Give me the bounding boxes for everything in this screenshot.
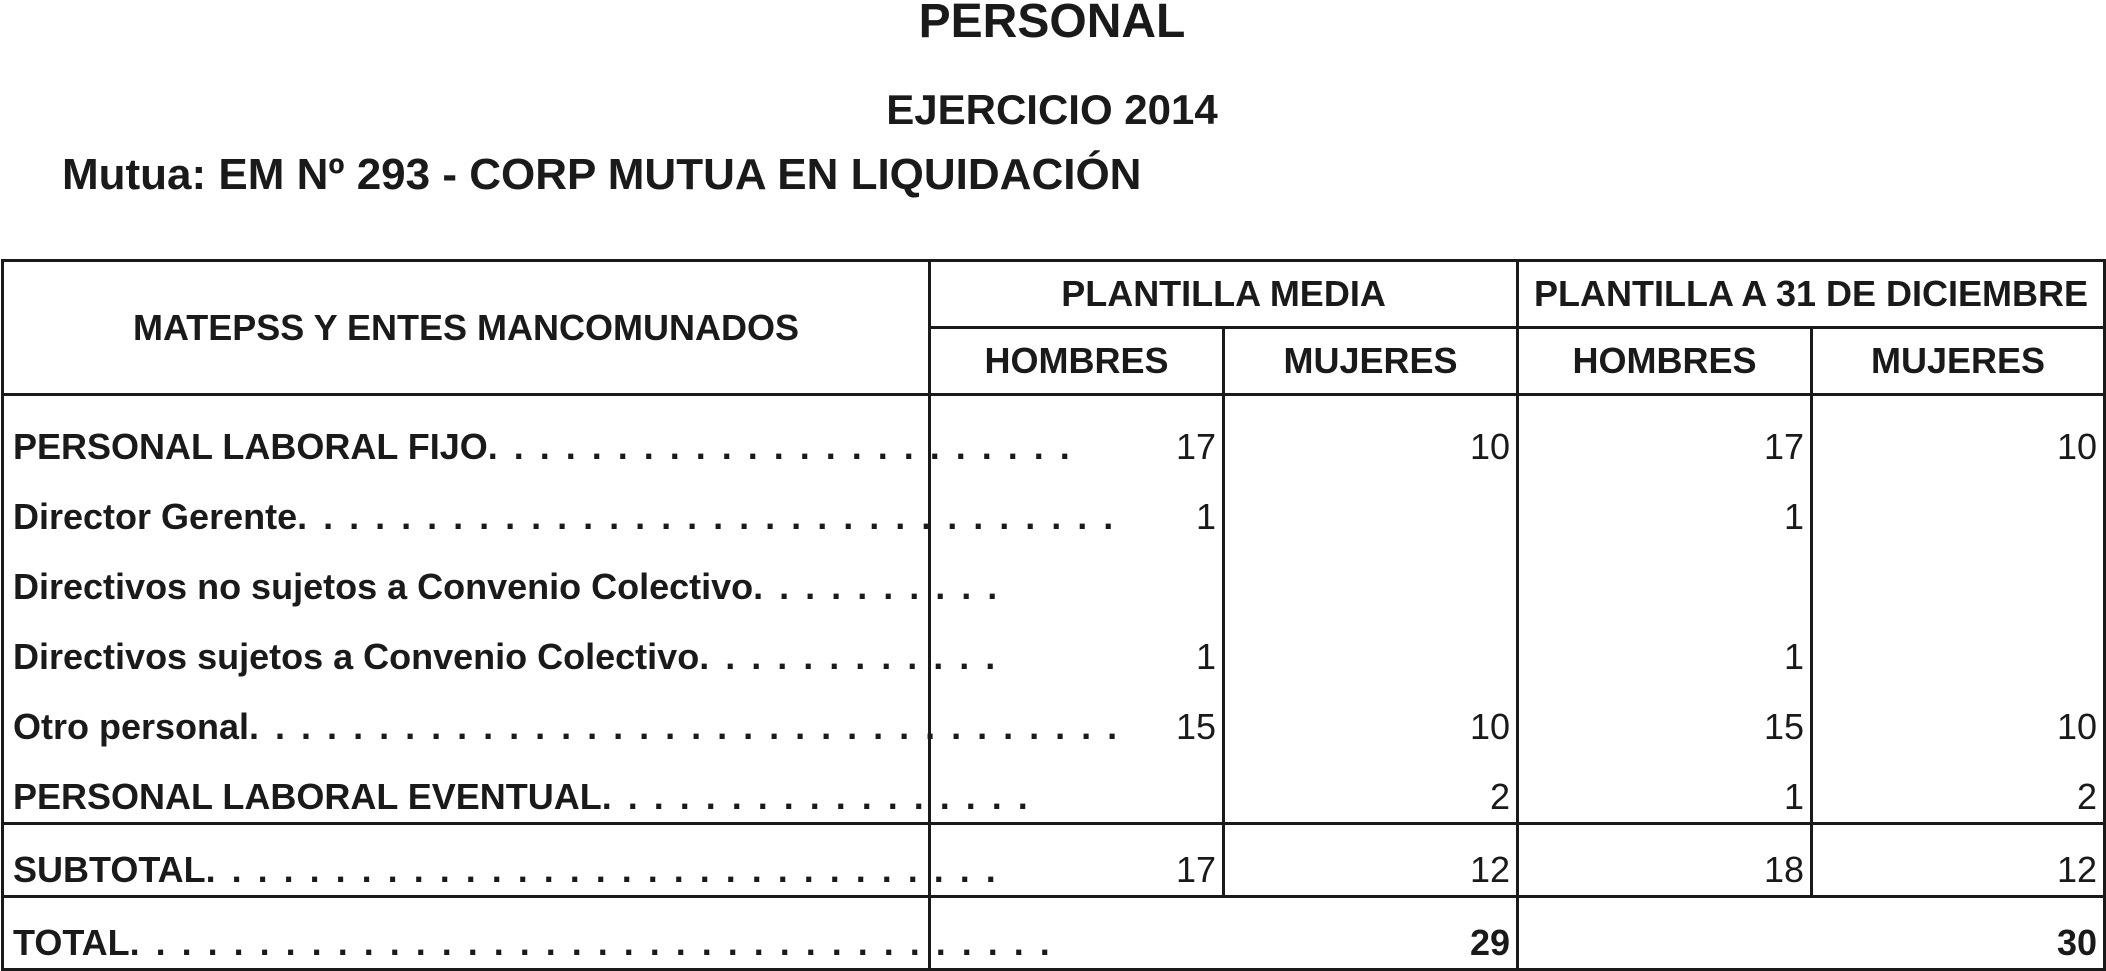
entity-heading: Mutua: EM Nº 293 - CORP MUTUA EN LIQUIDACIÓN [62,150,1142,199]
dot-leader: . . . . . . . . . . . . . . . . . . . . . . . . . . . . . . . [205,849,999,890]
dot-leader: . . . . . . . . . . . . . . . . . . . . . . . [487,426,1073,467]
group-header-plantilla-media: PLANTILLA MEDIA [930,261,1518,328]
page-title: PERSONAL [918,0,1186,48]
total-plantilla-media: 29 [930,897,1518,970]
table-row [3,682,2105,752]
total-row [3,897,2105,970]
total-label [3,897,1053,970]
dot-leader: . . . . . . . . . . . . . . . . . [601,776,1031,817]
subtotal-diciembre-hombres: 18 [1518,824,1812,897]
subtotal-label-text: SUBTOTAL [13,849,206,890]
cell-media-hombres: 1 [930,612,1224,682]
dot-leader: . . . . . . . . . . . . . . . . . . . . . . . . . . . . . . . . [297,496,1117,537]
table-row [3,542,2105,612]
cell-diciembre-hombres: 1 [1518,752,1812,824]
row-label-text: Directivos sujetos a Convenio Colectivo [13,636,700,677]
subtotal-media-hombres: 17 [930,824,1224,897]
cell-diciembre-mujeres [1812,542,2105,612]
total-label-text: TOTAL [13,922,130,963]
fiscal-year-heading: EJERCICIO 2014 [886,86,1218,133]
cell-diciembre-hombres [1518,542,1812,612]
cell-diciembre-hombres: 17 [1518,395,1812,473]
row-label [3,682,1121,752]
column-header-media-hombres: HOMBRES [930,328,1224,395]
column-header-media-mujeres: MUJERES [1224,328,1518,395]
total-plantilla-diciembre: 30 [1518,897,2105,970]
cell-diciembre-mujeres [1812,472,2105,542]
cell-media-mujeres [1224,612,1518,682]
group-header-plantilla-31-diciembre: PLANTILLA A 31 DE DICIEMBRE [1518,261,2105,328]
row-label [3,612,999,682]
column-header-diciembre-hombres: HOMBRES [1518,328,1812,395]
cell-diciembre-mujeres [1812,612,2105,682]
cell-diciembre-mujeres: 10 [1812,395,2105,473]
column-header-diciembre-mujeres: MUJERES [1812,328,2105,395]
row-label-text: Director Gerente [13,496,298,537]
row-label-text: PERSONAL LABORAL EVENTUAL [13,776,602,817]
table-header [3,261,2105,395]
cell-diciembre-hombres: 1 [1518,472,1812,542]
dot-leader: . . . . . . . . . . . . . . . . . . . . . . . . . . . . . . . . . . . . [129,922,1053,963]
header-row-groups [3,261,2105,328]
table-row [3,395,2105,473]
cell-media-mujeres: 10 [1224,682,1518,752]
dot-leader: . . . . . . . . . . . . . . . . . . . . . . . . . . . . . . . . . . [249,706,1121,747]
row-label [3,542,1001,612]
dot-leader: . . . . . . . . . . . . [699,636,999,677]
cell-media-hombres: 1 [930,472,1224,542]
dot-leader: . . . . . . . . . . [753,566,1001,607]
row-label [3,395,1073,473]
cell-media-mujeres: 2 [1224,752,1518,824]
table-row [3,752,2105,824]
row-label-text: Otro personal [13,706,250,747]
cell-media-mujeres: 10 [1224,395,1518,473]
row-label-text: Directivos no sujetos a Convenio Colectivo [13,566,754,607]
row-label [3,472,1117,542]
row-label [3,752,1031,824]
subtotal-row [3,824,2105,897]
table-row [3,612,2105,682]
table-row [3,472,2105,542]
cell-diciembre-hombres: 15 [1518,682,1812,752]
row-label-text: PERSONAL LABORAL FIJO [13,426,488,467]
subtotal-media-mujeres: 12 [1224,824,1518,897]
table-body [3,395,2105,970]
cell-media-mujeres [1224,472,1518,542]
subtotal-diciembre-mujeres: 12 [1812,824,2105,897]
row-header: MATEPSS Y ENTES MANCOMUNADOS [3,261,930,395]
subtotal-label [3,824,999,897]
cell-diciembre-hombres: 1 [1518,612,1812,682]
cell-diciembre-mujeres: 10 [1812,682,2105,752]
cell-media-hombres: 15 [930,682,1224,752]
cell-media-mujeres [1224,542,1518,612]
staff-table [1,259,2106,971]
cell-diciembre-mujeres: 2 [1812,752,2105,824]
cell-media-hombres: 17 [930,395,1224,473]
